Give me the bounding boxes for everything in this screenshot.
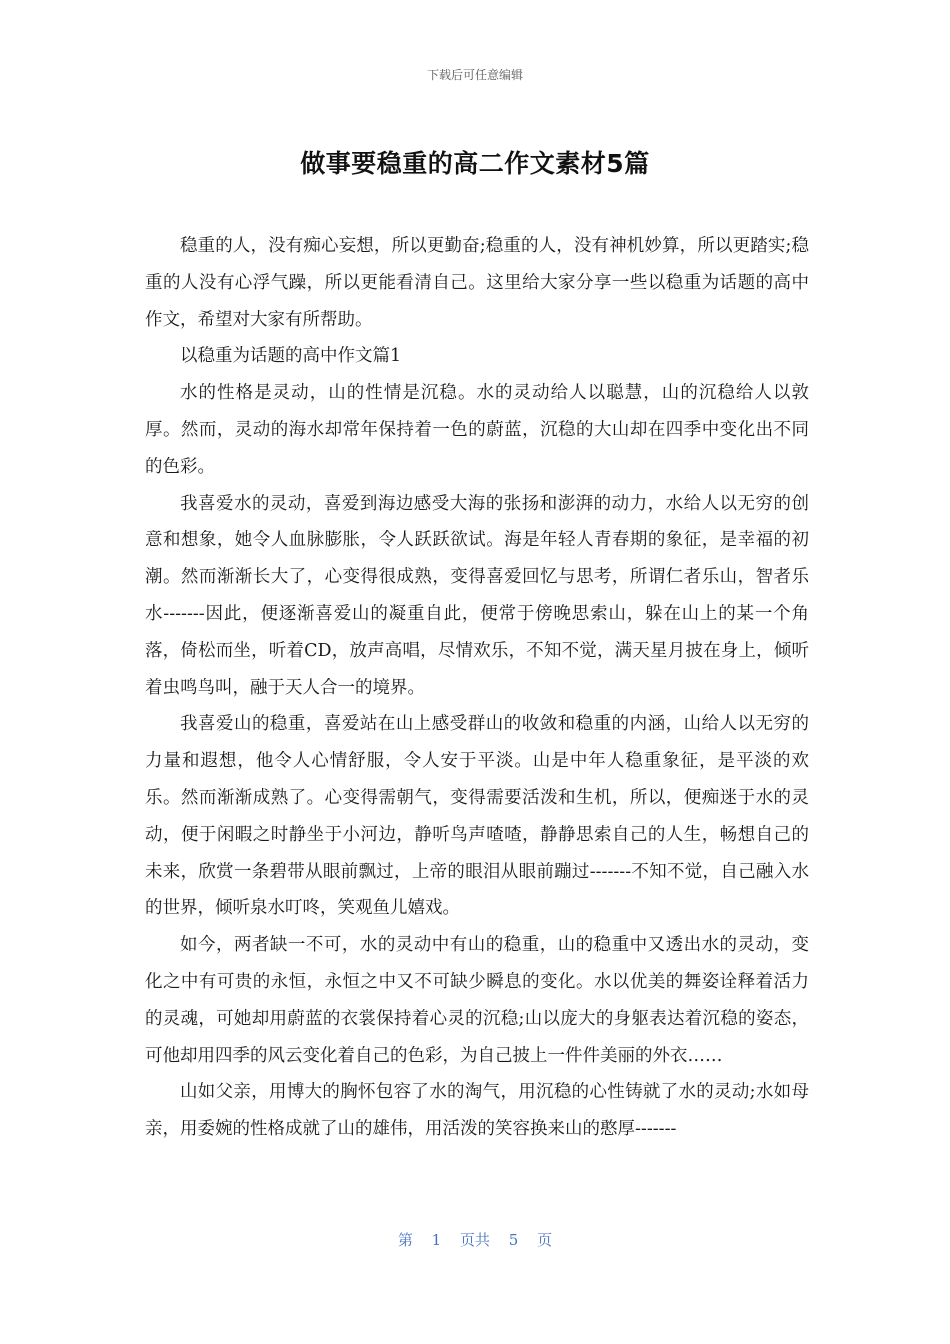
- paragraph: 水的性格是灵动，山的性情是沉稳。水的灵动给人以聪慧，山的沉稳给人以敦厚。然而，灵动的海水却常年保持着一色的蔚蓝，沉稳的大山却在四季中变化出不同的色彩。: [145, 383, 809, 477]
- paragraph: 如今，两者缺一不可，水的灵动中有山的稳重，山的稳重中又透出水的灵动，变化之中有可贵的永恒，永恒之中又不可缺少瞬息的变化。水以优美的舞姿诠释着活力的灵魂，可她却用蔚蓝的衣裳保持着心灵的沉稳;山以庞大的身躯表达着沉稳的姿态，可他却用四季的风云变化着自己的色彩，为自己披上一件件美丽的外衣……: [145, 935, 809, 1066]
- header-note: 下载后可任意编辑: [426, 68, 523, 82]
- document-body: [145, 228, 809, 1148]
- document-title: 做事要稳重的高二作文素材5篇: [300, 149, 650, 178]
- paragraph: 山如父亲，用博大的胸怀包容了水的淘气，用沉稳的心性铸就了水的灵动;水如母亲，用委婉的性格成就了山的雄伟，用活泼的笑容换来山的憨厚-------: [145, 1082, 809, 1140]
- section-heading: 以稳重为话题的高中作文篇1: [180, 346, 402, 367]
- paragraph: 我喜爱山的稳重，喜爱站在山上感受群山的收敛和稳重的内涵，山给人以无穷的力量和遐想，他令人心情舒服，令人安于平淡。山是中年人稳重象征，是平淡的欢乐。然而渐渐成熟了。心变得需朝气，变得需要活泼和生机，所以，便痴迷于水的灵动，便于闲暇之时静坐于小河边，静听鸟声喳喳，静静思索自己的人生，畅想自己的未来，欣赏一条碧带从眼前飘过，上帝的眼泪从眼前蹦过-------不知不觉，自己融入水的世界，倾听泉水叮咚，笑观鱼儿嬉戏。: [145, 714, 809, 919]
- paragraph: 我喜爱水的灵动，喜爱到海边感受大海的张扬和澎湃的动力，水给人以无穷的创意和想象，她令人血脉膨胀，令人跃跃欲试。海是年轻人青春期的象征，是幸福的初潮。然而渐渐长大了，心变得很成熟，变得喜爱回忆与思考，所谓仁者乐山，智者乐水-------因此，便逐渐喜爱山的凝重自此，便常于傍晚思索山，躲在山上的某一个角落，倚松而坐，听着CD，放声高唱，尽情欢乐，不知不觉，满天星月披在身上，倾听着虫鸣鸟叫，融于天人合一的境界。: [145, 493, 809, 698]
- page-number-footer: 第 1 页共 5 页: [397, 1231, 553, 1249]
- paragraph-intro: 稳重的人，没有痴心妄想，所以更勤奋;稳重的人，没有神机妙算，所以更踏实;稳重的人没有心浮气躁，所以更能看清自己。这里给大家分享一些以稳重为话题的高中作文，希望对大家有所帮助。: [145, 236, 809, 330]
